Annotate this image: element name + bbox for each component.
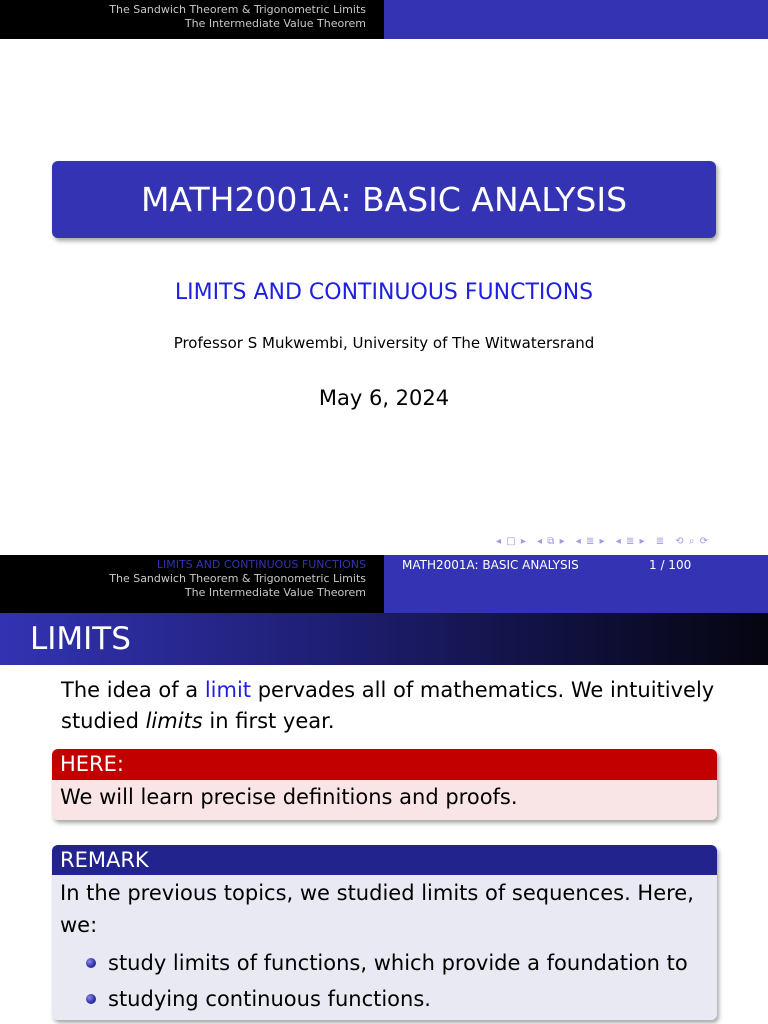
nav-document-icon[interactable]: ≣ (655, 536, 666, 547)
nav-slide-back-icon[interactable]: ◂ □ ▸ (496, 536, 527, 547)
intro-text-1: The idea of a (61, 678, 205, 702)
headline-section-ivt[interactable]: The Intermediate Value Theorem (184, 17, 366, 30)
nav-frame-icon[interactable]: ◂ ⧉ ▸ (537, 536, 566, 547)
limit-link[interactable]: limit (204, 678, 252, 702)
footline-section-ivt[interactable]: The Intermediate Value Theorem (184, 586, 366, 599)
bullet-icon (86, 958, 96, 968)
page-counter: 1 / 100 (649, 558, 692, 572)
footline-short-title: MATH2001A: BASIC ANALYSIS (402, 558, 579, 572)
nav-section-icon[interactable]: ◂ ≣ ▸ (615, 536, 646, 547)
alert-block-body: We will learn precise definitions and proofs. (52, 780, 717, 820)
headline-blue-bar (384, 0, 768, 39)
navigation-symbols (496, 536, 715, 547)
footline-section-limits[interactable]: LIMITS AND CONTINUOUS FUNCTIONS (156, 558, 366, 571)
intro-text-3: in first year. (202, 709, 335, 733)
presentation-subtitle: LIMITS AND CONTINUOUS FUNCTIONS (174, 280, 594, 305)
nav-search-icon[interactable]: ⟲ ⌕ ⟳ (675, 536, 710, 547)
author-line: Professor S Mukwembi, University of The Witwatersrand (173, 334, 595, 352)
limits-emphasis: limits (145, 709, 203, 733)
remark-block-body (52, 875, 717, 1020)
remark-block-title: REMARK (52, 845, 717, 875)
remark-list (60, 945, 717, 1017)
footline-info (384, 555, 768, 613)
headline-section-sandwich[interactable]: The Sandwich Theorem & Trigonometric Limits (109, 3, 366, 16)
headline-sections (0, 0, 384, 39)
footline-section-sandwich[interactable]: The Sandwich Theorem & Trigonometric Limits (109, 572, 366, 585)
remark-text: In the previous topics, we studied limits of sequences. Here, we: (60, 881, 694, 937)
nav-subsection-icon[interactable]: ◂ ≣ ▸ (575, 536, 606, 547)
list-item (86, 981, 717, 1017)
footline-sections (0, 555, 384, 613)
frame-title-text: LIMITS (30, 621, 131, 657)
alert-block (52, 749, 717, 820)
bullet-icon (86, 994, 96, 1004)
intro-paragraph (61, 675, 731, 737)
list-item (86, 945, 717, 981)
list-item-text: studying continuous functions. (108, 987, 431, 1011)
remark-block (52, 845, 717, 1020)
presentation-title: MATH2001A: BASIC ANALYSIS (140, 180, 628, 219)
list-item-text: study limits of functions, which provide a foundation to (108, 951, 688, 975)
title-box (52, 161, 716, 238)
intro-text-2: pervades all of mathematics. We intuitively studied (61, 678, 715, 733)
alert-block-title: HERE: (52, 749, 717, 780)
presentation-date: May 6, 2024 (318, 386, 450, 410)
frame-title (0, 613, 768, 665)
